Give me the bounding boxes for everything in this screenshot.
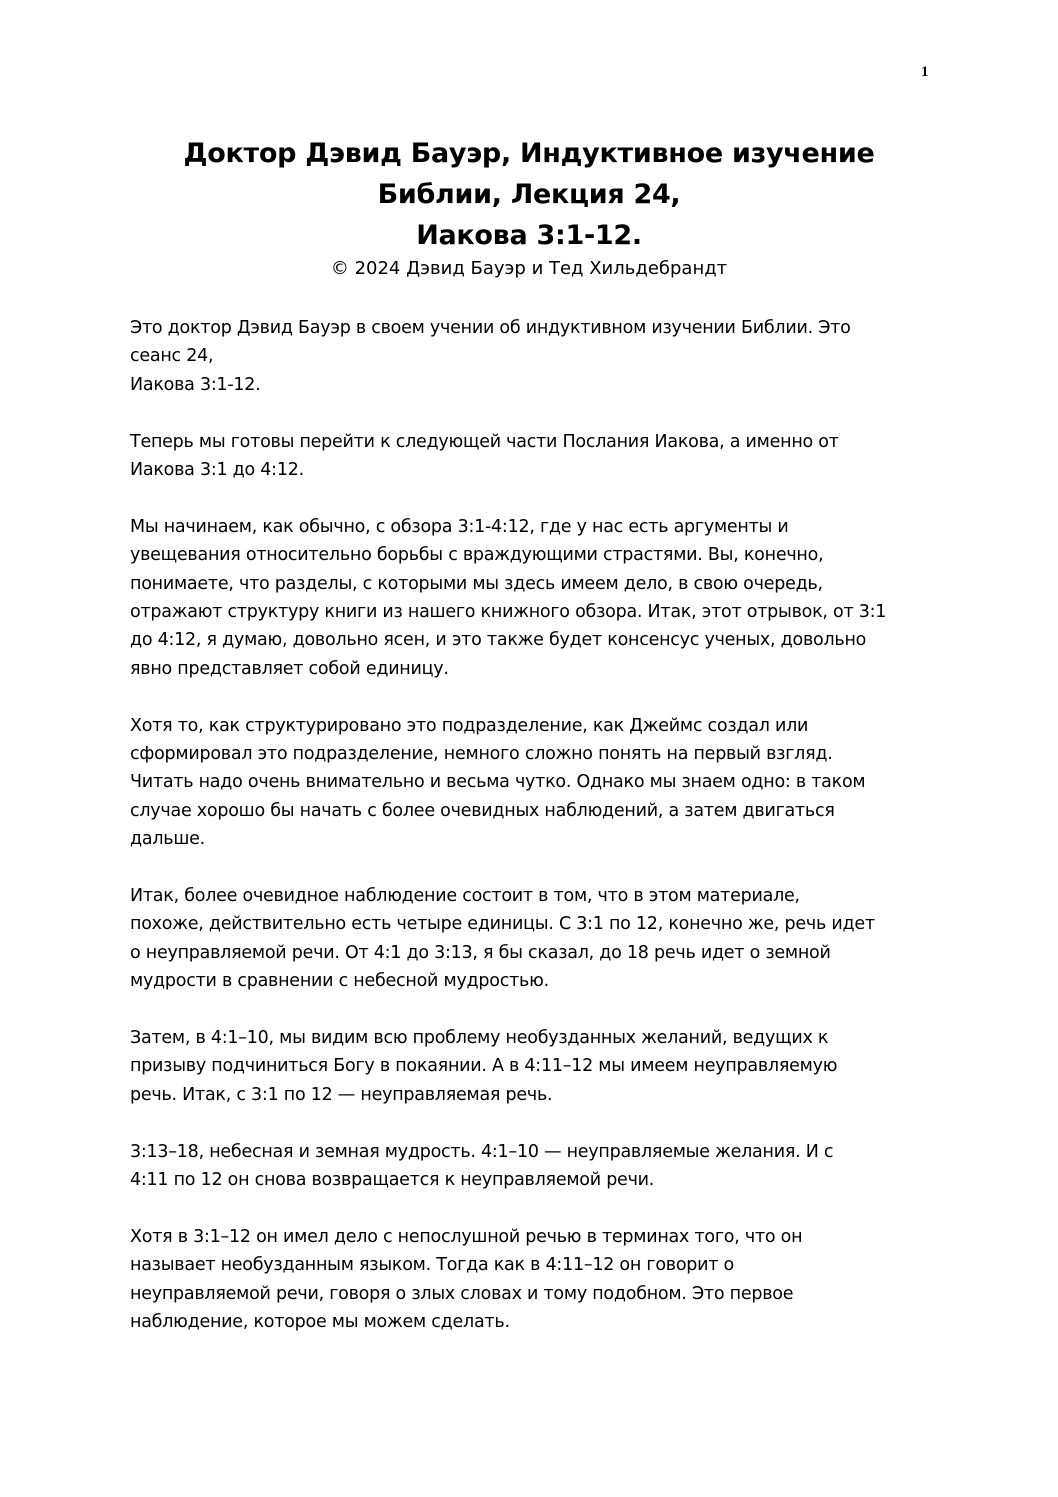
- text-line: понимаете, что разделы, с которыми мы здесь имеем дело, в свою очередь,: [130, 573, 823, 594]
- text-line: сформировал это подразделение, немного сложно понять на первый взгляд.: [130, 744, 833, 765]
- page-number: 1: [921, 64, 929, 80]
- paragraph-8: [130, 1223, 930, 1337]
- text-line: похоже, действительно есть четыре единицы. С 3:1 по 12, конечно же, речь идет: [130, 914, 875, 935]
- text-line: отражают структуру книги из нашего книжного обзора. Итак, этот отрывок, от 3:1: [130, 602, 887, 623]
- paragraph-5: [130, 882, 930, 996]
- text-line: дальше.: [130, 829, 205, 850]
- text-line: призыву подчиниться Богу в покаянии. А в 4:11–12 мы имеем неуправляемую: [130, 1056, 838, 1077]
- page-title-line-2: Библии, Лекция 24,: [377, 179, 681, 210]
- text-line: сеанс 24,: [130, 346, 214, 367]
- text-line: явно представляет собой единицу.: [130, 658, 449, 679]
- text-line: Мы начинаем, как обычно, с обзора 3:1-4:12, где у нас есть аргументы и: [130, 516, 789, 537]
- text-line: до 4:12, я думаю, довольно ясен, и это также будет консенсус ученых, довольно: [130, 630, 867, 651]
- paragraph-6: [130, 1024, 930, 1109]
- text-line: Иакова 3:1-12.: [130, 374, 261, 395]
- text-line: Читать надо очень внимательно и весьма чутко. Однако мы знаем одно: в таком: [130, 772, 866, 793]
- paragraph-4: [130, 712, 930, 854]
- paragraph-3: [130, 513, 930, 683]
- text-line: речь. Итак, с 3:1 по 12 — неуправляемая речь.: [130, 1084, 553, 1105]
- text-line: 4:11 по 12 он снова возвращается к неуправляемой речи.: [130, 1170, 655, 1191]
- paragraph-7: [130, 1138, 930, 1195]
- text-line: мудрости в сравнении с небесной мудростью.: [130, 971, 549, 992]
- text-line: Итак, более очевидное наблюдение состоит в том, что в этом материале,: [130, 886, 800, 907]
- text-line: 3:13–18, небесная и земная мудрость. 4:1–10 — неуправляемые желания. И с: [130, 1141, 834, 1162]
- text-line: Теперь мы готовы перейти к следующей части Послания Иакова, а именно от: [130, 431, 839, 452]
- text-line: называет необузданным языком. Тогда как в 4:11–12 он говорит о: [130, 1255, 734, 1276]
- text-line: Затем, в 4:1–10, мы видим всю проблему необузданных желаний, ведущих к: [130, 1028, 829, 1049]
- text-line: наблюдение, которое мы можем сделать.: [130, 1312, 510, 1333]
- page-title-line-3: Иакова 3:1-12.: [416, 220, 642, 251]
- text-line: случае хорошо бы начать с более очевидных наблюдений, а затем двигаться: [130, 800, 835, 821]
- text-line: о неуправляемой речи. От 4:1 до 3:13, я бы сказал, до 18 речь идет о земной: [130, 942, 831, 963]
- document-body: [130, 314, 930, 1365]
- text-line: Хотя то, как структурировано это подразделение, как Джеймс создал или: [130, 715, 809, 736]
- text-line: Хотя в 3:1–12 он имел дело с непослушной речью в терминах того, что он: [130, 1226, 803, 1247]
- copyright-notice: © 2024 Дэвид Бауэр и Тед Хильдебрандт: [330, 258, 728, 279]
- text-line: неуправляемой речи, говоря о злых словах и тому подобном. Это первое: [130, 1283, 794, 1304]
- text-line: Иакова 3:1 до 4:12.: [130, 460, 304, 481]
- title-block: [0, 133, 1058, 282]
- text-line: увещевания относительно борьбы с враждующими страстями. Вы, конечно,: [130, 545, 824, 566]
- paragraph-1: [130, 314, 930, 399]
- text-line: Это доктор Дэвид Бауэр в своем учении об индуктивном изучении Библии. Это: [130, 318, 851, 338]
- page-title-line-1: Доктор Дэвид Бауэр, Индуктивное изучение: [183, 138, 875, 169]
- paragraph-2: [130, 428, 930, 485]
